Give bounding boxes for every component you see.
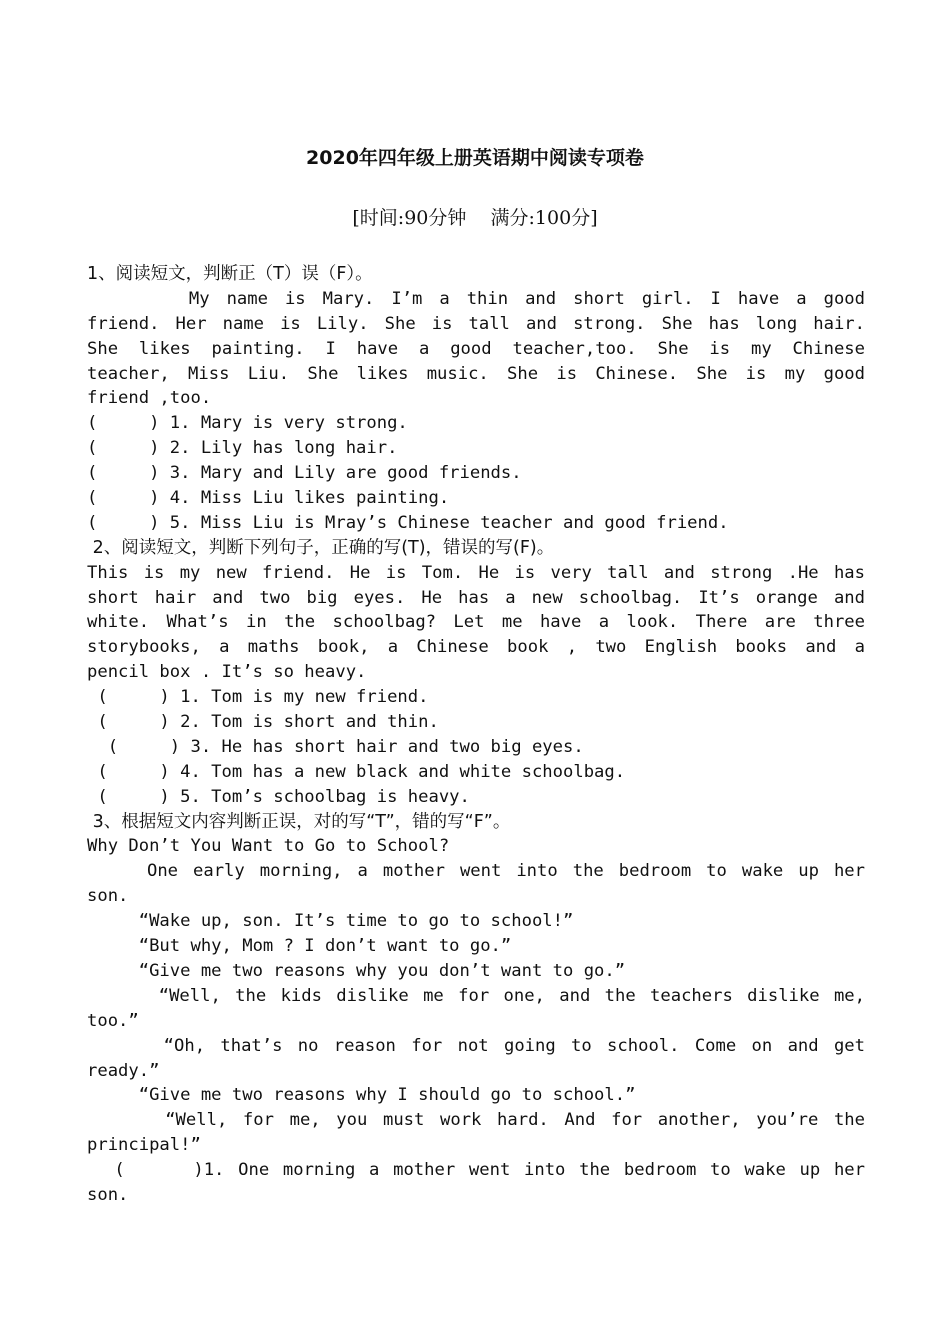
text-line: son. xyxy=(87,886,129,907)
text-line: ( ) 5. Tom’s schoolbag is heavy. xyxy=(87,786,470,807)
text-line: ( ) 5. Miss Liu is Mray’s Chinese teacher and good friend. xyxy=(87,512,729,533)
text-line: “Well, the kids dislike me for one, and the teachers dislike me, xyxy=(87,985,865,1006)
text-line: Why Don’t You Want to Go to School? xyxy=(87,836,450,857)
text-line: storybooks, a maths book, a Chinese book , two English books and a xyxy=(87,637,865,658)
text-line: principal!” xyxy=(87,1135,201,1156)
text-line: too.” xyxy=(87,1010,139,1031)
text-line: teacher, Miss Liu. She likes music. She is Chinese. She is my good xyxy=(87,363,865,384)
text-line: “Oh, that’s no reason for not going to school. Come on and get xyxy=(87,1035,865,1056)
text-line: ( ) 2. Tom is short and thin. xyxy=(87,712,439,733)
document-body xyxy=(87,262,865,1208)
text-line: “Wake up, son. It’s time to go to school!” xyxy=(87,911,574,932)
text-line: My name is Mary. I’m a thin and short girl. I have a good xyxy=(87,288,865,309)
text-line: “Give me two reasons why I should go to school.” xyxy=(87,1085,636,1106)
text-line: ( ) 1. Mary is very strong. xyxy=(87,413,408,434)
text-line: short hair and two big eyes. He has a new schoolbag. It’s orange and xyxy=(87,587,865,608)
text-line: ( ) 3. Mary and Lily are good friends. xyxy=(87,463,522,484)
text-line: One early morning, a mother went into the bedroom to wake up her xyxy=(87,861,865,882)
text-line: ( ) 4. Tom has a new black and white schoolbag. xyxy=(87,761,626,782)
text-line: ( ) 1. Tom is my new friend. xyxy=(87,687,429,708)
text-line: friend. Her name is Lily. She is tall and strong. She has long hair. xyxy=(87,313,865,334)
text-line: ( ) 3. He has short hair and two big eyes. xyxy=(87,736,584,757)
text-line: white. What’s in the schoolbag? Let me have a look. There are three xyxy=(87,612,865,633)
exam-info: [时间:90分钟 满分:100分] xyxy=(352,207,598,229)
text-line: “But why, Mom ? I don’t want to go.” xyxy=(87,936,512,957)
text-line: pencil box . It’s so heavy. xyxy=(87,662,367,683)
text-line: son. xyxy=(87,1184,129,1205)
text-line: friend ,too. xyxy=(87,388,212,409)
text-line: ( ) 4. Miss Liu likes painting. xyxy=(87,488,450,509)
page-title: 2020年四年级上册英语期中阅读专项卷 xyxy=(306,147,644,169)
text-line: ( )1. One morning a mother went into the bedroom to wake up her xyxy=(87,1160,865,1181)
text-line: She likes painting. I have a good teacher,too. She is my Chinese xyxy=(87,338,865,359)
text-line: “Give me two reasons why you don’t want to go.” xyxy=(87,960,626,981)
text-line: 1、阅读短文，判断正（T）误（F）。 xyxy=(87,264,373,284)
text-line: ( ) 2. Lily has long hair. xyxy=(87,438,398,459)
text-line: 2、阅读短文，判断下列句子，正确的写(T)，错误的写(F)。 xyxy=(87,537,555,558)
text-line: ready.” xyxy=(87,1060,160,1081)
text-line: This is my new friend. He is Tom. He is very tall and strong .He has xyxy=(87,562,865,583)
text-line: 3、根据短文内容判断正误，对的写“T”，错的写“F”。 xyxy=(87,811,511,832)
text-line: “Well, for me, you must work hard. And for another, you’re the xyxy=(87,1110,865,1131)
